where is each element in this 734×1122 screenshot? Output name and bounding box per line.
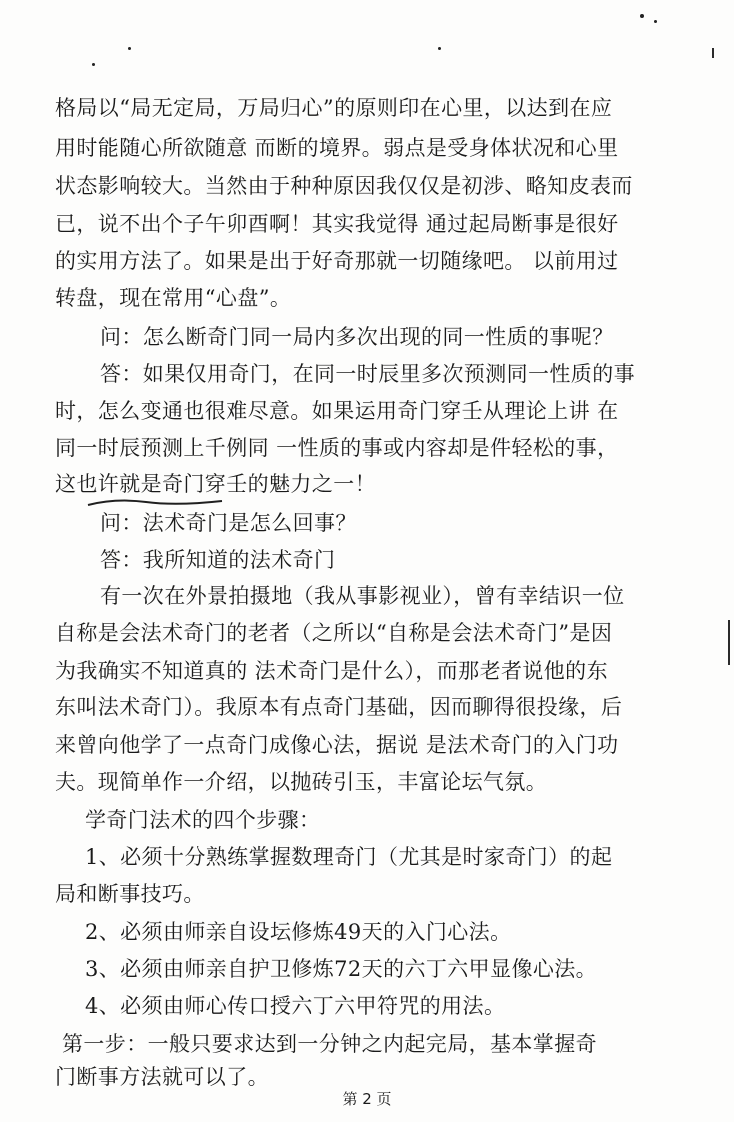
paragraph-line: 夫。现简单作一介绍，以抛砖引玉，丰富论坛气氛。 xyxy=(55,770,548,794)
paragraph-line: 同一时辰预测上千例同 一性质的事或内容却是件轻松的事， xyxy=(55,436,619,460)
scan-speck xyxy=(640,14,644,18)
question-line: 问：怎么断奇门同一局内多次出现的同一性质的事呢？ xyxy=(100,325,614,349)
paragraph-line: 格局以“局无定局，万局归心”的原则印在心里，以达到在应 xyxy=(55,96,613,120)
paragraph-line: 来曾向他学了一点奇门成像心法，据说 是法术奇门的入门功 xyxy=(55,733,619,757)
paragraph-line: 有一次在外景拍摄地（我从事影视业），曾有幸结识一位 xyxy=(100,584,625,608)
scan-edge-mark xyxy=(728,620,730,665)
list-item: 3、必须由师亲自护卫修炼72天的六丁六甲显像心法。 xyxy=(85,957,598,981)
answer-line: 答：如果仅用奇门，在同一时辰里多次预测同一性质的事 xyxy=(100,362,635,386)
list-item-continuation: 局和断事技巧。 xyxy=(55,882,205,906)
scan-speck xyxy=(128,47,131,50)
answer-line: 答：我所知道的法术奇门 xyxy=(100,548,336,572)
list-heading: 学奇门法术的四个步骤： xyxy=(85,808,321,832)
scan-speck xyxy=(438,47,441,50)
scan-speck xyxy=(92,63,95,66)
paragraph-line: 用时能随心所欲随意 而断的境界。弱点是受身体状况和心里 xyxy=(55,136,619,160)
list-item: 1、必须十分熟练掌握数理奇门（尤其是时家奇门）的起 xyxy=(85,845,613,869)
paragraph-line: 时，怎么变通也很难尽意。如果运用奇门穿壬从理论上讲 在 xyxy=(55,399,619,423)
paragraph-line: 为我确实不知道真的 法术奇门是什么），而那老者说他的东 xyxy=(55,659,608,683)
scan-edge-mark xyxy=(712,48,714,58)
paragraph-line: 转盘，现在常用“心盘”。 xyxy=(55,286,292,310)
paragraph-line: 已，说不出个子午卯酉啊！其实我觉得 通过起局断事是很好 xyxy=(55,212,619,236)
list-item: 2、必须由师亲自设坛修炼49天的入门心法。 xyxy=(85,920,512,944)
paragraph-line: 的实用方法了。如果是出于好奇那就一切随缘吧。 以前用过 xyxy=(55,249,619,273)
paragraph-line: 门断事方法就可以了。 xyxy=(55,1065,269,1089)
scan-speck xyxy=(654,20,657,23)
paragraph-line: 自称是会法术奇门的老者（之所以“自称是会法术奇门”是因 xyxy=(55,621,613,645)
paragraph-line: 状态影响较大。当然由于种种原因我仅仅是初涉、略知皮表而 xyxy=(55,174,633,198)
question-line: 问：法术奇门是怎么回事？ xyxy=(100,511,357,535)
paragraph-line: 东叫法术奇门）。我原本有点奇门基础，因而聊得很投缘，后 xyxy=(55,695,623,719)
page-number: 第 2 页 xyxy=(342,1090,392,1108)
paragraph-line: 这也许就是奇门穿壬的魅力之一！ xyxy=(55,472,376,496)
paragraph-line: 第一步：一般只要求达到一分钟之内起完局，基本掌握奇 xyxy=(62,1032,597,1056)
list-item: 4、必须由师心传口授六丁六甲符咒的用法。 xyxy=(85,994,506,1018)
